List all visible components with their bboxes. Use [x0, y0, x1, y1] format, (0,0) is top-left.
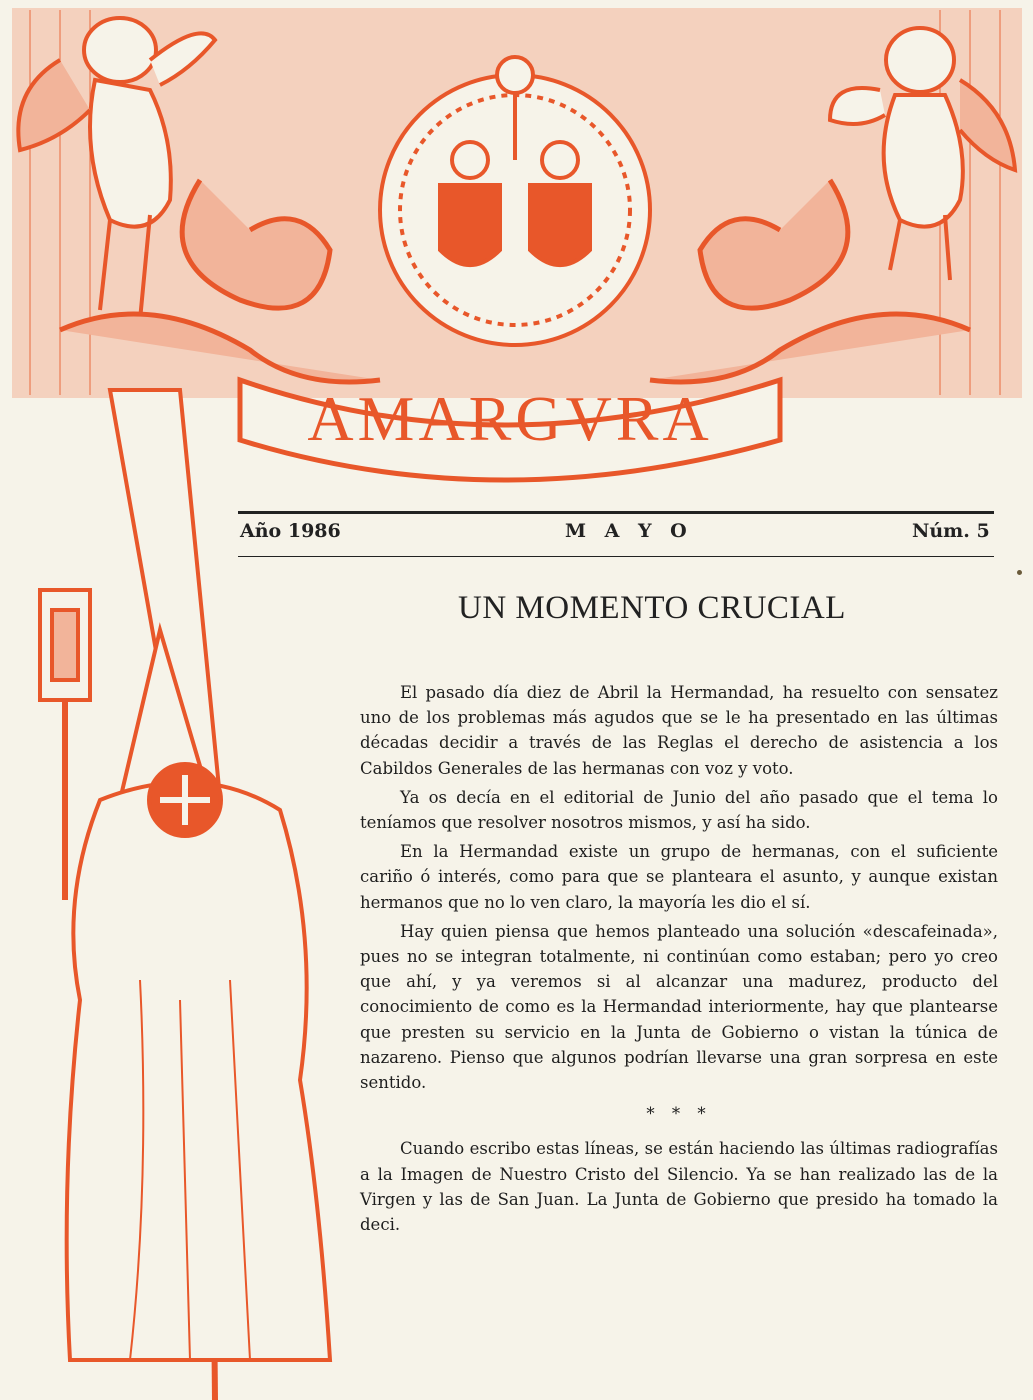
issue-month: M A Y O [565, 520, 693, 542]
issue-number: Núm. 5 [912, 520, 990, 542]
masthead-title-text: AMARGVRA [307, 383, 713, 454]
issue-bar-bottom-rule [238, 556, 994, 557]
issue-bar-top-rule [238, 511, 994, 514]
article-paragraph: Hay quien piensa que hemos planteado una solución «descafeinada», pues no se integran totalmente, ni continúan como estaban; pero yo creo que ahí, y ya veremos si al alcanzar una madurez, producto del conocimiento de como es la Hermandad interiormente, hay que plantearse que presten su servicio en la Junta de Gobierno o vistan la túnica de nazareno. Pienso que algunos podrían llevarse una gran sorpresa en este sentido. [360, 921, 998, 1093]
article-paragraph: Cuando escribo estas líneas, se están haciendo las últimas radiografías a la Imagen de Nuestro Cristo del Silencio. Ya se han realizado las de la Virgen y las de San Juan. La Junta de Gobierno que presido ha tomado la deci. [360, 1139, 998, 1235]
article-body [360, 680, 998, 1241]
section-separator: * * * [646, 1104, 712, 1124]
article-headline: UN MOMENTO CRUCIAL [458, 590, 846, 626]
article-paragraph: El pasado día diez de Abril la Hermandad, ha resuelto con sensatez uno de los problemas más agudos que se le ha presentado en las últimas décadas decidir a través de las Reglas el derecho de asistencia a los Cabildos Generales de las hermanas con voz y voto. [360, 683, 998, 778]
issue-year: Año 1986 [240, 520, 341, 542]
margin-dot [1017, 570, 1022, 575]
article-paragraph: En la Hermandad existe un grupo de hermanas, con el suficiente cariño ó interés, como para que se planteara el asunto, y aunque existan hermanos que no lo ven claro, la mayoría les dio el sí. [360, 842, 998, 912]
article-paragraph: Ya os decía en el editorial de Junio del año pasado que el tema lo teníamos que resolver nosotros mismos, y así ha sido. [360, 787, 998, 833]
